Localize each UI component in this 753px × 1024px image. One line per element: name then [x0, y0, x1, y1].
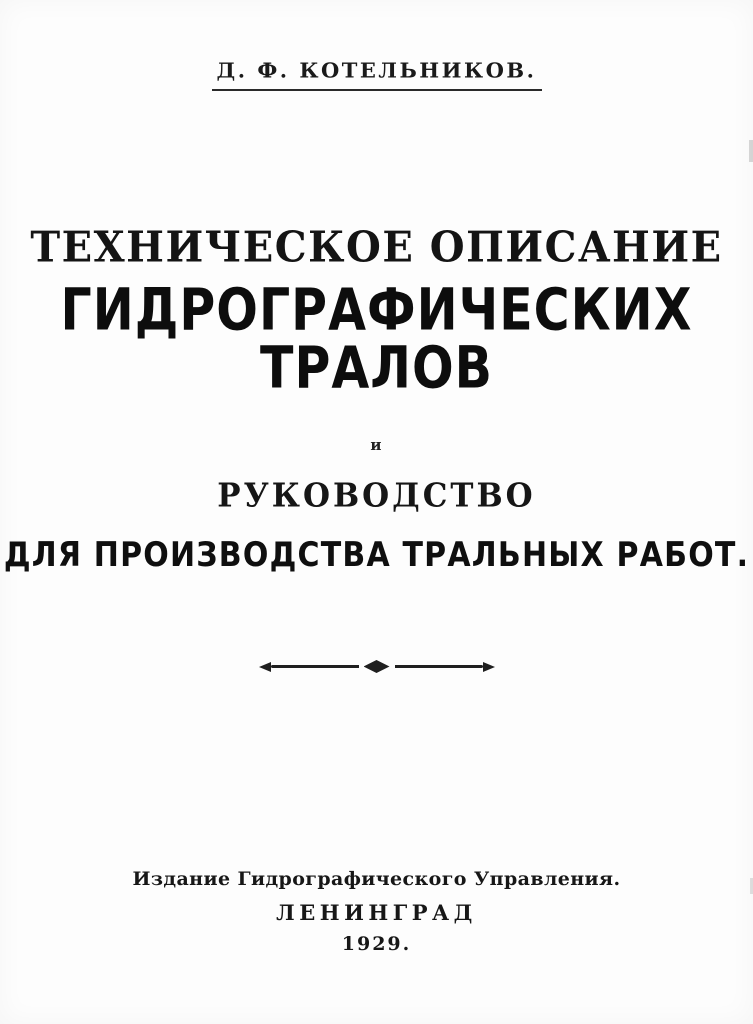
title-line-1: ТЕХНИЧЕСКОЕ ОПИСАНИЕ: [30, 222, 723, 273]
ornament-right-tip-icon: [483, 662, 495, 672]
page-edge-mark-top: [749, 140, 753, 162]
title-line-2: ГИДРОГРАФИЧЕСКИХ ТРАЛОВ: [60, 276, 693, 402]
ornament-left-bar: [271, 665, 359, 668]
author-underline: [212, 89, 542, 91]
publisher-name: Издание Гидрографического Управления.: [132, 868, 621, 890]
title-line-3: РУКОВОДСТВО: [217, 477, 536, 515]
publication-year: 1929.: [341, 933, 412, 955]
imprint-block: [0, 868, 753, 955]
author-name: Д. Ф. КОТЕЛЬНИКОВ.: [216, 58, 537, 83]
ornament-right-bar: [395, 665, 483, 668]
title-block: [0, 222, 753, 576]
author-block: [0, 58, 753, 91]
ornament-diamond-icon: [364, 660, 390, 673]
ornament-left-tip-icon: [259, 662, 271, 672]
title-conjunction: и: [370, 436, 383, 454]
title-line-4: ДЛЯ ПРОИЗВОДСТВА ТРАЛЬНЫХ РАБОТ.: [3, 535, 750, 576]
publication-city: ЛЕНИНГРАД: [276, 900, 477, 925]
diamond-rule-ornament: [0, 660, 753, 673]
